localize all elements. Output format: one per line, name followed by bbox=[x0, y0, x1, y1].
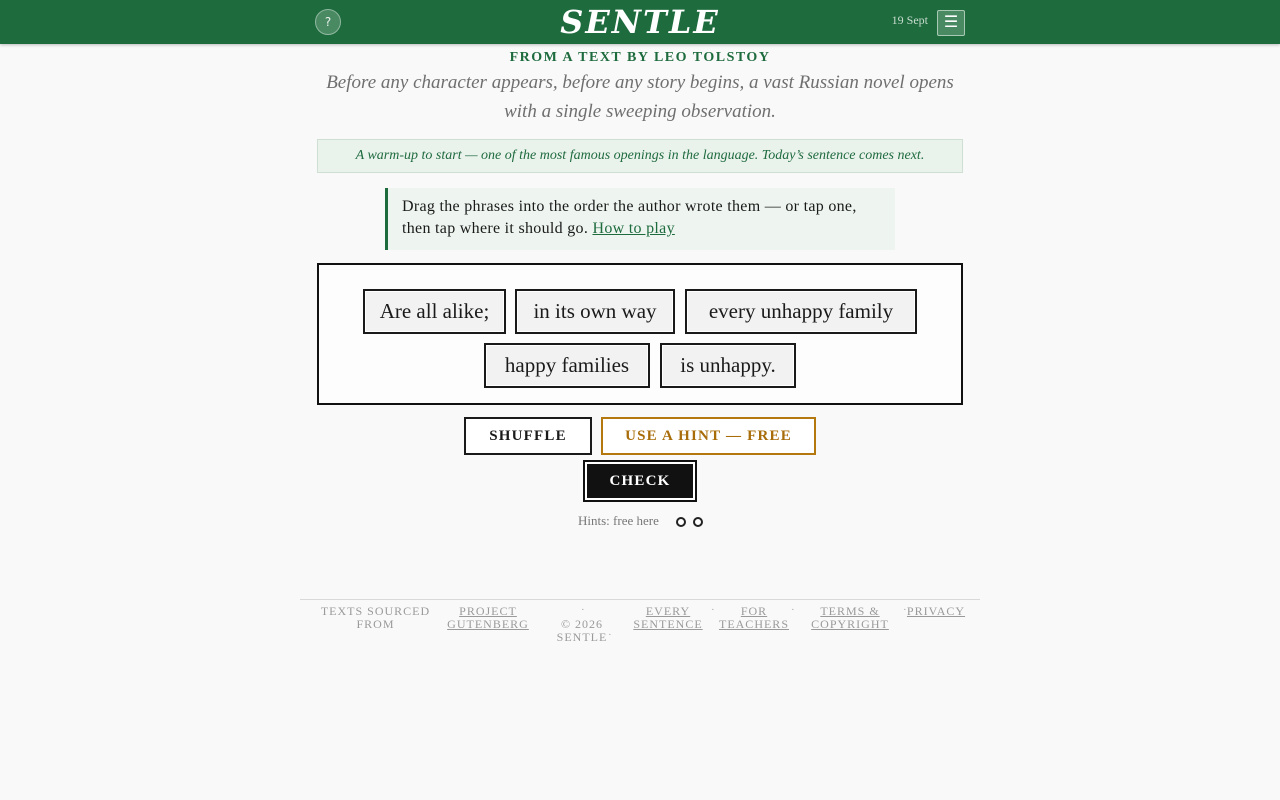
footer-gutenberg-link[interactable]: PROJECT GUTENBERG bbox=[447, 604, 529, 631]
footer-every-sentence-link[interactable]: EVERY SENTENCE bbox=[633, 604, 703, 631]
instructions-text: Drag the phrases into the order the author wrote them — or tap one, then tap where it should go. bbox=[402, 198, 857, 237]
phrase-tile[interactable]: in its own way bbox=[515, 289, 675, 334]
footer-sourced-text: TEXTS SOURCED FROM bbox=[320, 604, 431, 631]
hints-label: Hints: free here bbox=[578, 513, 659, 528]
source-line: FROM A TEXT BY LEO TOLSTOY bbox=[509, 50, 771, 65]
shuffle-button[interactable]: SHUFFLE bbox=[464, 417, 592, 455]
phrase-tile[interactable]: every unhappy family bbox=[685, 289, 917, 334]
phrase-tile[interactable]: is unhappy. bbox=[660, 343, 796, 388]
footer-divider bbox=[300, 599, 980, 600]
how-to-play-link[interactable]: How to play bbox=[592, 220, 675, 237]
footer-separator: · bbox=[581, 604, 585, 616]
help-button[interactable]: ? bbox=[315, 9, 341, 35]
phrase-tile[interactable]: Are all alike; bbox=[363, 289, 506, 334]
phrase-board bbox=[317, 263, 963, 405]
app-logo: SENTLE bbox=[560, 3, 720, 41]
footer-terms-link[interactable]: TERMS & COPYRIGHT bbox=[811, 604, 889, 631]
footer-gutenberg-link-wrap bbox=[445, 605, 531, 631]
footer-privacy-link[interactable]: PRIVACY bbox=[906, 604, 966, 618]
hint-dot-icon bbox=[676, 517, 686, 527]
puzzle-date: 19 Sept bbox=[891, 13, 928, 27]
footer-privacy-wrap bbox=[906, 605, 966, 618]
footer-teachers-wrap bbox=[716, 605, 792, 631]
check-button[interactable]: CHECK bbox=[587, 464, 693, 498]
footer-separator: · bbox=[791, 604, 795, 616]
footer-separator: · bbox=[903, 604, 907, 616]
menu-button[interactable]: ☰ bbox=[937, 10, 965, 36]
hints-indicator bbox=[560, 513, 720, 529]
footer-separator: · bbox=[608, 629, 612, 641]
footer-every-sentence-wrap bbox=[630, 605, 706, 631]
hint-button[interactable]: USE A HINT — FREE bbox=[601, 417, 816, 455]
check-button-frame bbox=[583, 460, 697, 502]
intro-text: Before any character appears, before any story begins, a vast Russian novel opens with a single sweeping observation. bbox=[326, 72, 954, 122]
warmup-note: A warm-up to start — one of the most famous openings in the language. Today’s sentence comes next. bbox=[317, 139, 963, 173]
footer-teachers-link[interactable]: FOR TEACHERS bbox=[718, 604, 789, 631]
footer-separator: · bbox=[711, 604, 715, 616]
footer-copyright: © 2026 SENTLE bbox=[556, 617, 608, 644]
instructions-box bbox=[385, 188, 895, 250]
footer-terms-wrap bbox=[806, 605, 894, 631]
top-bar bbox=[0, 0, 1280, 44]
hint-dot-icon bbox=[693, 517, 703, 527]
phrase-tile[interactable]: happy families bbox=[484, 343, 650, 388]
